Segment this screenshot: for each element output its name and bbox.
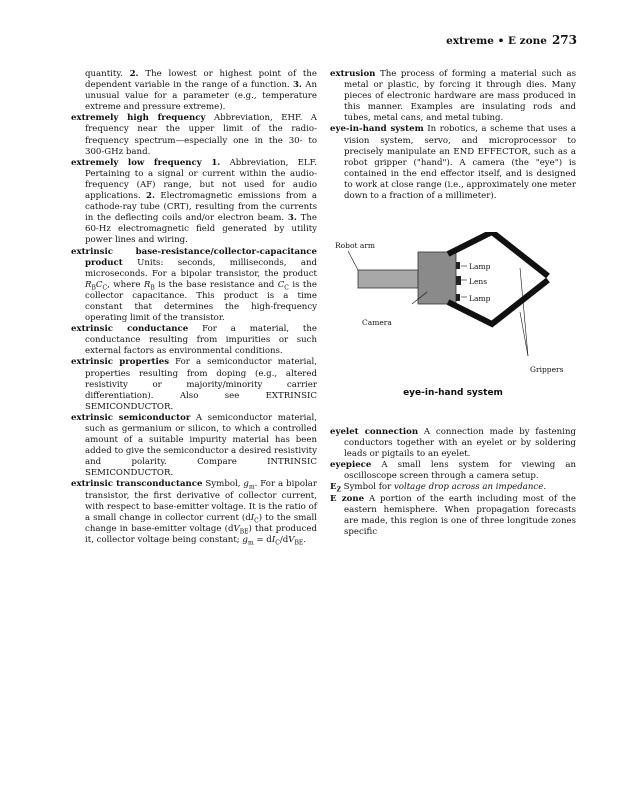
headword: extrinsic transconductance — [71, 479, 203, 490]
lamp-bottom — [456, 294, 460, 301]
label-robot-arm: Robot arm — [335, 241, 376, 250]
headword: extrinsic properties — [71, 357, 170, 368]
headword: eyelet connection — [330, 427, 419, 437]
right-column-top — [330, 69, 576, 202]
lamp-top — [456, 262, 460, 269]
entry-elf: extremely low frequency 1. Abbreviation, ELF. Pertaining to a signal or current within the audio-frequency (AF) range, but not used for audio applications. 2. Electromagnetic emissions from a cathode-ray tube (CRT), resulting from the currents in the deflecting coils and/or electron beam. 3. The 60-Hz electromagnetic field generated by utility power lines and wiring. — [71, 157, 317, 246]
headword: extrusion — [330, 69, 376, 79]
entry-etrans: extrinsic transconductance Symbol, $g_m$. For a bipolar transistor, the first derivative of collector current, with respect to base-emitter voltage. It is the ratio of a small change in collector current $(dI_C)$ to the small change in base-emitter voltage $(dV_{BE})$ that produced it, collector voltage being constant; $g_m = dI_C/dV_{BE}$. — [71, 479, 317, 547]
entry-eye-in-hand: eye-in-hand system In robotics, a scheme that uses a vision system, servo, and microprocessor to precisely manipulate an END EFFECTOR, such as a robot gripper ("hand"). A camera (the "eye") is contained in the end effector itself, and is designed to work at close range (i.e., approximately one meter down to a fraction of a millimeter). — [330, 124, 577, 202]
label-lamp-bottom: Lamp — [469, 294, 491, 303]
headword: eyepiece — [330, 460, 372, 471]
entry-ez: $E_Z$ Symbol for voltage drop across an impedance. — [330, 482, 547, 495]
entry-eprop: extrinsic properties For a semiconductor material, properties resulting from doping (e.g., altered resistivity or majority/minority carrier differentiation). Also see EXTRINSIC SEMICONDUCTOR. — [71, 357, 317, 412]
label-lens: Lens — [469, 277, 488, 286]
lower-gripper — [448, 280, 548, 324]
upper-gripper — [448, 232, 548, 276]
entry-esemi: extrinsic semiconductor A semiconductor material, such as germanium or silicon, to which a controlled amount of a suitable impurity material has been added to give the semiconductor a desired resistivity and polarity. Compare INTRINSIC SEMICONDUCTOR. — [71, 412, 317, 479]
label-grippers: Grippers — [530, 365, 564, 374]
entry-quantity: quantity. 2. The lowest or highest point of the dependent variable in the range of a function. 3. An unusual value for a parameter (e.g., temperature extreme and pressure extreme). — [85, 69, 317, 113]
leader-robot-arm — [348, 251, 358, 270]
header-title: extreme • E zone — [446, 35, 547, 47]
entry-ezone: E zone A portion of the earth including most of the eastern hemisphere. When propagation forecasts are made, this region is one of three longitude zones specific — [330, 493, 577, 537]
headword: extrinsic conductance — [71, 324, 189, 335]
headword: eye-in-hand system — [330, 124, 424, 135]
headword: extremely low frequency — [71, 157, 202, 168]
entry-ehf: extremely high frequency Abbreviation, EHF. A frequency near the upper limit of the radio-frequency spectrum—especially one in the 30- to 300-GHz band. — [71, 113, 317, 157]
leader-gripper-top — [520, 268, 528, 356]
entry-eyelet: eyelet connection A connection made by fastening conductors together with an eyelet or by soldering leads or pigtails to an eyelet. — [330, 427, 576, 460]
robot-arm-shape — [358, 270, 418, 288]
label-camera: Camera — [362, 318, 392, 327]
entry-extrusion: extrusion The process of forming a material such as metal or plastic, by forcing it through dies. Many pieces of electronic hardware are mass produced in this manner. Examples are insulating rods and tubes, metal cans, and metal tubing. — [330, 69, 576, 124]
entry-eyepiece: eyepiece A small lens system for viewing an oscilloscope screen through a camera setup. — [330, 460, 576, 482]
eye-in-hand-figure — [330, 232, 580, 407]
entry-econd: extrinsic conductance For a material, the conductance resulting from impurities or such external factors as environmental conditions. — [71, 324, 317, 357]
running-header — [446, 33, 577, 47]
headword: extremely high frequency — [71, 113, 206, 124]
headword: $E_Z$ — [330, 482, 341, 495]
right-column-bottom — [330, 427, 576, 538]
page-number: 273 — [551, 33, 577, 47]
label-lamp-top: Lamp — [469, 262, 491, 271]
headword: E zone — [330, 493, 365, 504]
end-effector-body — [418, 252, 456, 304]
lens-shape — [456, 276, 461, 285]
headword: extrinsic base-resistance/collector-capacitance product — [71, 246, 317, 268]
figure-caption: eye-in-hand system — [403, 388, 503, 398]
entry-ebrcc: extrinsic base-resistance/collector-capacitance product Units: seconds, milliseconds, and microseconds. For a bipolar transistor, the product $R_BC_C$, where $R_B$ is the base resistance and $C_C$ is the collector capacitance. This product is a time constant that determines the high-frequency operating limit of the transistor. — [71, 246, 317, 324]
headword: extrinsic semiconductor — [71, 412, 191, 423]
leader-gripper-bottom — [520, 312, 528, 356]
left-column — [71, 69, 317, 546]
